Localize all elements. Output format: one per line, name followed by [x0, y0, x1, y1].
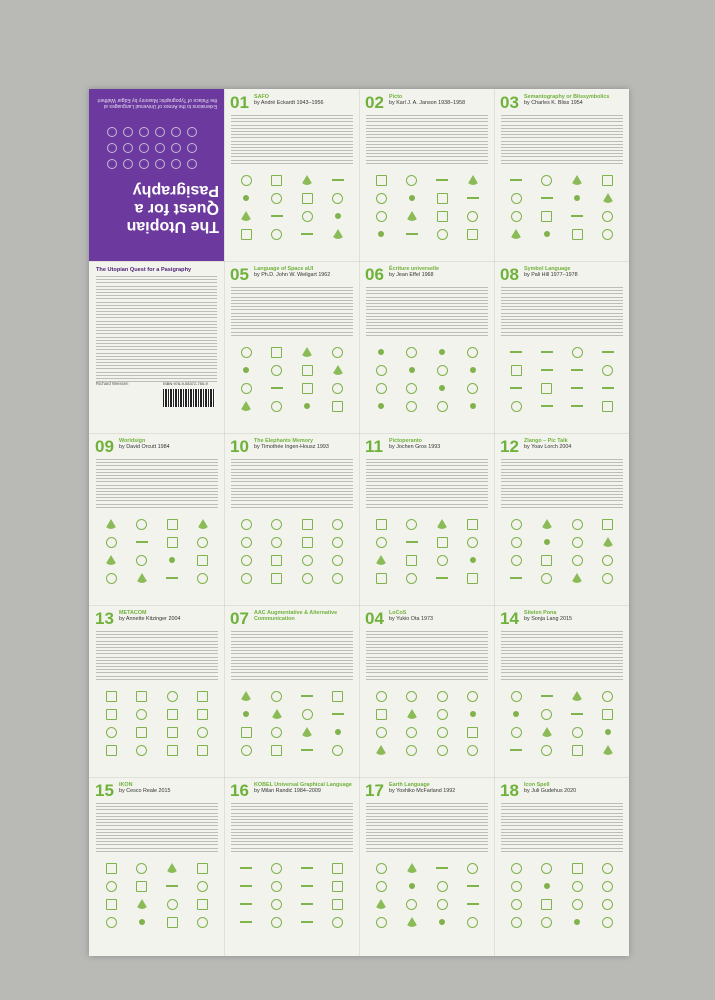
entry-text — [366, 287, 488, 339]
entry-text — [501, 803, 623, 855]
entry-number: 17 — [365, 781, 384, 800]
entry-title — [389, 782, 490, 794]
entry-title — [119, 782, 220, 794]
glyph-grid — [501, 687, 623, 761]
entry-author: by Karl J. A. Janson 1938–1958 — [389, 100, 466, 107]
entry-text — [231, 459, 353, 511]
entry-number: 13 — [95, 609, 114, 628]
glyph-grid — [231, 343, 353, 417]
entry-text — [231, 803, 353, 855]
entry-number: 03 — [500, 93, 519, 112]
entry-text — [96, 803, 218, 855]
barcode — [163, 389, 215, 407]
entry-name: Picto — [389, 94, 403, 100]
entry-name: Symbol Language — [524, 266, 571, 272]
entry-11 — [359, 433, 494, 605]
entry-name: LoCoS — [389, 610, 407, 616]
entry-07 — [224, 605, 359, 777]
entry-author: by Charles K. Bliss 1954 — [524, 100, 583, 107]
entry-text — [231, 631, 353, 683]
entry-number: 04 — [365, 609, 384, 628]
glyph-grid — [366, 687, 488, 761]
entry-name: SAFO — [254, 94, 269, 100]
entry-number: 07 — [230, 609, 249, 628]
entry-title — [389, 438, 490, 450]
glyph-grid — [231, 687, 353, 761]
entry-author: by Jochen Gros 1993 — [389, 444, 441, 451]
entry-name: The Elephants Memory — [254, 438, 314, 444]
glyph-grid — [366, 515, 488, 589]
entry-text — [366, 631, 488, 683]
glyph-grid — [96, 515, 218, 589]
glyph-grid — [501, 859, 623, 933]
entry-name: IKON — [119, 782, 133, 788]
entry-text — [96, 459, 218, 511]
entry-title — [524, 266, 625, 278]
entry-text — [96, 631, 218, 683]
entry-name: Semantography or Blissymbolics — [524, 94, 610, 100]
entry-title — [389, 610, 490, 622]
entry-name: Language of Space aUI — [254, 266, 314, 272]
entry-text — [231, 115, 353, 167]
entry-title — [254, 438, 355, 450]
entry-name: AAC Augmentative & Alternative Communication — [254, 610, 338, 623]
entry-number: 15 — [95, 781, 114, 800]
cover-title: The Utopian Quest for a Pasigraphy — [126, 182, 219, 235]
entry-author: by Annette Kitzinger 2004 — [119, 616, 181, 623]
entry-author: by David Orcutt 1984 — [119, 444, 170, 451]
entry-name: Écriture universelle — [389, 266, 440, 272]
entry-name: Zlango – Pic Talk — [524, 438, 568, 444]
entry-number: 09 — [95, 437, 114, 456]
glyph-grid — [96, 687, 218, 761]
entry-author: by Timothée Ingen-Housz 1993 — [254, 444, 329, 451]
entry-author: by Pali Hill 1977–1978 — [524, 272, 578, 279]
entry-number: 14 — [500, 609, 519, 628]
entry-title — [254, 266, 355, 278]
entry-text — [231, 287, 353, 339]
intro-panel — [89, 261, 224, 433]
entry-09 — [89, 433, 224, 605]
entry-title — [389, 94, 490, 106]
entry-number: 12 — [500, 437, 519, 456]
entry-title — [524, 94, 625, 106]
entry-number: 08 — [500, 265, 519, 284]
entry-author: by Ph.D. John W. Weilgart 1962 — [254, 272, 331, 279]
entry-name: METACOM — [119, 610, 147, 616]
entry-number: 02 — [365, 93, 384, 112]
entry-text — [366, 459, 488, 511]
entry-number: 06 — [365, 265, 384, 284]
glyph-grid — [96, 859, 218, 933]
glyph-grid — [501, 343, 623, 417]
entry-author: by Yukio Ota 1973 — [389, 616, 433, 623]
entry-12 — [494, 433, 629, 605]
entry-04 — [359, 605, 494, 777]
glyph-grid — [366, 171, 488, 245]
entry-number: 01 — [230, 93, 249, 112]
cover-panel — [89, 89, 224, 261]
entry-number: 16 — [230, 781, 249, 800]
entry-05 — [224, 261, 359, 433]
entry-author: by Jean Effel 1968 — [389, 272, 434, 279]
intro-text — [96, 276, 217, 382]
entry-name: Worldsign — [119, 438, 146, 444]
entry-title — [524, 610, 625, 622]
entry-title — [389, 266, 490, 278]
entry-16 — [224, 777, 359, 949]
glyph-grid — [501, 515, 623, 589]
entry-title — [524, 438, 625, 450]
entry-author: by Juli Gudehus 2020 — [524, 788, 577, 795]
entry-10 — [224, 433, 359, 605]
entry-text — [366, 803, 488, 855]
entry-06 — [359, 261, 494, 433]
glyph-grid — [366, 859, 488, 933]
entry-number: 05 — [230, 265, 249, 284]
entry-number: 10 — [230, 437, 249, 456]
glyph-grid — [501, 171, 623, 245]
entry-03 — [494, 89, 629, 261]
entry-text — [366, 115, 488, 167]
entry-text — [501, 287, 623, 339]
entry-name: Earth Language — [389, 782, 430, 788]
entry-title — [524, 782, 625, 794]
entry-text — [501, 459, 623, 511]
entry-title — [119, 610, 220, 622]
entry-15 — [89, 777, 224, 949]
entry-author: by André Eckardt 1943–1956 — [254, 100, 324, 107]
entry-13 — [89, 605, 224, 777]
entry-name: Icon Spell — [524, 782, 550, 788]
entry-number: 18 — [500, 781, 519, 800]
glyph-grid — [231, 859, 353, 933]
entry-08 — [494, 261, 629, 433]
entry-text — [501, 115, 623, 167]
isbn: ISBN 978-9-08372-750-9 — [163, 381, 208, 386]
entry-name: KOBEL Universal Graphical Language — [254, 782, 352, 788]
glyph-grid — [231, 171, 353, 245]
entry-01 — [224, 89, 359, 261]
entry-title — [254, 94, 355, 106]
entry-text — [501, 631, 623, 683]
entry-number: 11 — [365, 437, 383, 456]
entry-title — [254, 610, 355, 622]
glyph-grid — [231, 515, 353, 589]
entry-author: by Sonja Lang 2015 — [524, 616, 572, 623]
entry-14 — [494, 605, 629, 777]
entry-17 — [359, 777, 494, 949]
entry-title — [254, 782, 355, 794]
intro-heading: The Utopian Quest for a Pasigraphy — [96, 267, 192, 273]
cover-subtitle: Extensions to the Annex of Universal Languages at the Palace of Typographic Masonry by Edgar Walthert — [97, 97, 217, 109]
entry-author: by Milan Randić 1984–2009 — [254, 788, 321, 795]
entry-02 — [359, 89, 494, 261]
entry-author: by Yoav Lorch 2004 — [524, 444, 572, 451]
entry-title — [119, 438, 220, 450]
entry-author: by Yoshiko McFarland 1992 — [389, 788, 456, 795]
glyph-grid — [366, 343, 488, 417]
poster — [89, 89, 629, 956]
entry-18 — [494, 777, 629, 949]
entry-name: Pictoperanto — [389, 438, 422, 444]
entry-author: by Cesco Reale 2015 — [119, 788, 171, 795]
entry-name: Sitelen Pona — [524, 610, 557, 616]
credit: Richard Weissen — [96, 381, 129, 386]
